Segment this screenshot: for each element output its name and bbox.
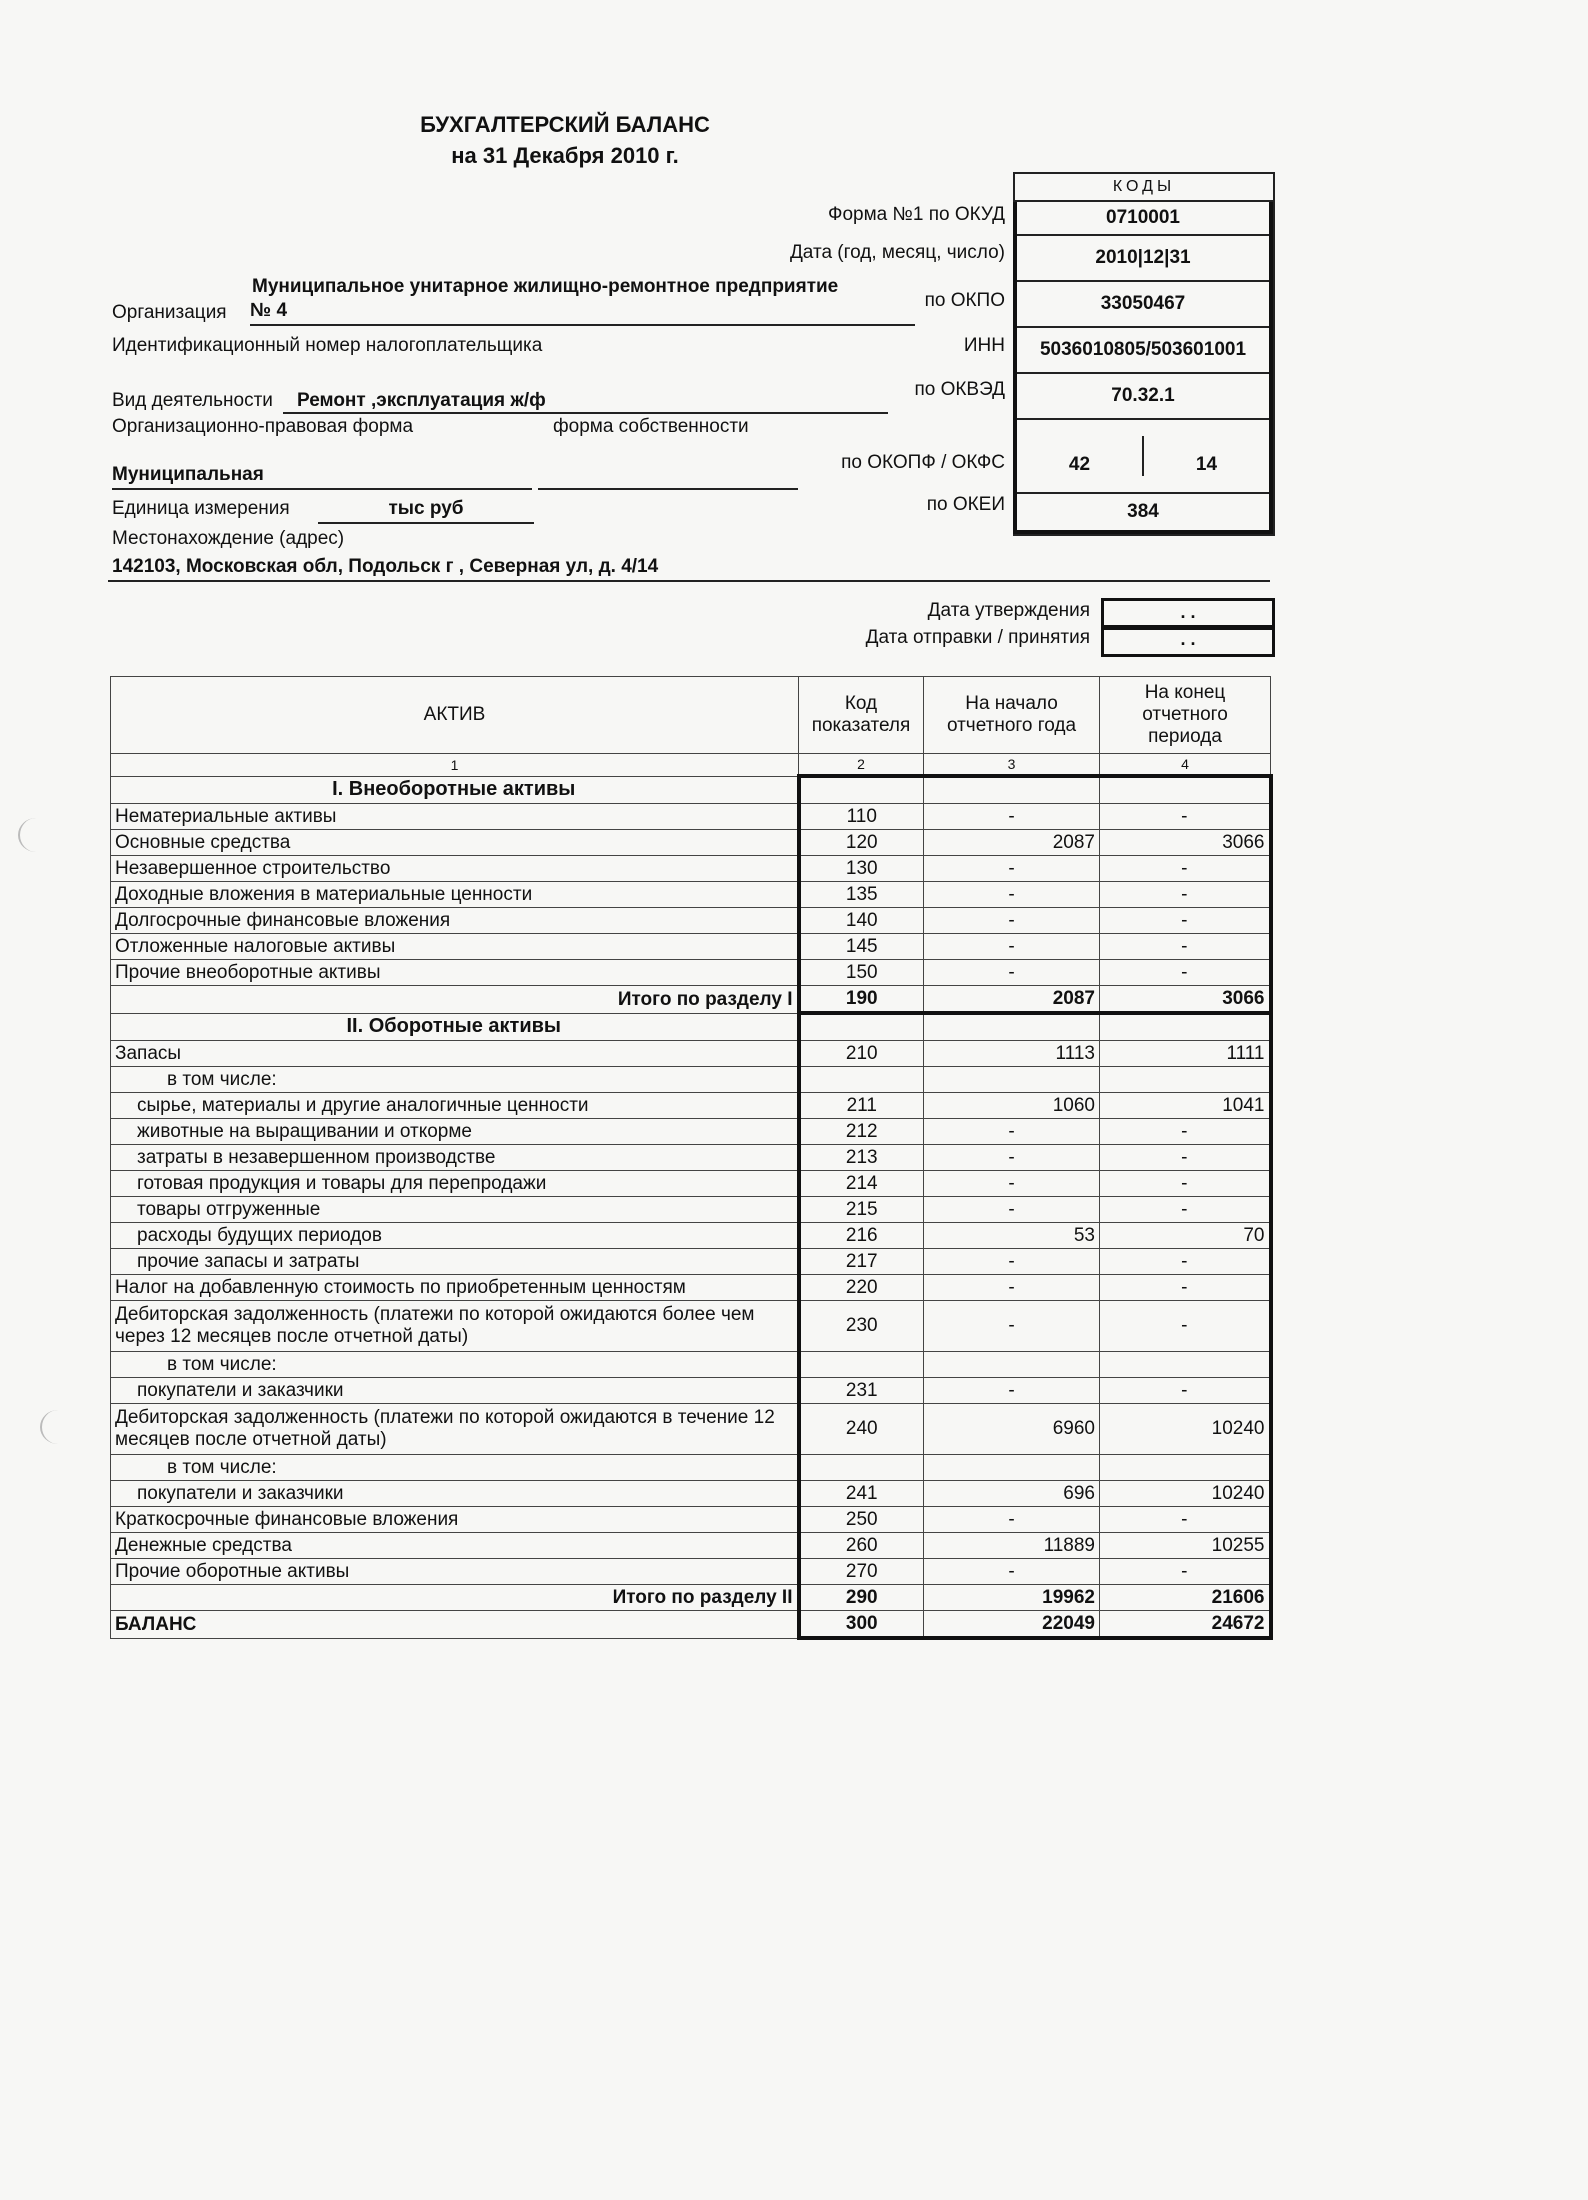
column-numbers-row xyxy=(111,754,1271,777)
table-row xyxy=(111,908,1271,934)
table-cell: - xyxy=(924,856,1100,882)
table-cell: товары отгруженные xyxy=(111,1197,799,1223)
section-title: II. Оборотные активы xyxy=(111,1013,799,1041)
subtotal-row xyxy=(111,986,1271,1014)
balance-total-row xyxy=(111,1611,1271,1639)
table-cell: покупатели и заказчики xyxy=(111,1378,799,1404)
col-number: 1 xyxy=(111,754,799,777)
table-cell: 10240 xyxy=(1100,1481,1271,1507)
table-cell xyxy=(799,1013,924,1041)
ownership-value-line xyxy=(538,464,798,490)
table-cell: 10255 xyxy=(1100,1533,1271,1559)
okfs-value: 14 xyxy=(1195,454,1218,475)
table-cell: 220 xyxy=(799,1275,924,1301)
table-cell: - xyxy=(924,1249,1100,1275)
table-cell: в том числе: xyxy=(111,1067,799,1093)
table-cell xyxy=(799,1352,924,1378)
table-cell xyxy=(924,1352,1100,1378)
table-row xyxy=(111,1093,1271,1119)
table-cell: БАЛАНС xyxy=(111,1611,799,1639)
table-cell: 1111 xyxy=(1100,1041,1271,1067)
document-title: БУХГАЛТЕРСКИЙ БАЛАНС xyxy=(420,112,710,137)
punch-hole xyxy=(40,1410,76,1444)
table-row xyxy=(111,882,1271,908)
table-row xyxy=(111,1249,1271,1275)
table-row xyxy=(111,1559,1271,1585)
table-cell xyxy=(1100,1455,1271,1481)
table-row xyxy=(111,1455,1271,1481)
date-label: Дата (год, месяц, число) xyxy=(789,242,1005,263)
table-cell: покупатели и заказчики xyxy=(111,1481,799,1507)
ownership-label: форма собственности xyxy=(553,416,749,437)
taxpayer-id-label: Идентификационный номер налогоплательщика xyxy=(112,335,543,356)
table-row xyxy=(111,1275,1271,1301)
table-cell: 2087 xyxy=(924,830,1100,856)
col-header-code: Код показателя xyxy=(799,677,924,754)
table-row xyxy=(111,1145,1271,1171)
sent-date-value: . . xyxy=(1101,625,1275,657)
table-cell: 11889 xyxy=(924,1533,1100,1559)
address-divider xyxy=(108,580,1270,582)
codes-box xyxy=(1013,172,1275,536)
table-cell: - xyxy=(924,1378,1100,1404)
table-cell: 215 xyxy=(799,1197,924,1223)
col-header-end: На конец отчетного периода xyxy=(1100,677,1271,754)
table-cell: 290 xyxy=(799,1585,924,1611)
table-cell: Нематериальные активы xyxy=(111,804,799,830)
legal-form-value: Муниципальная xyxy=(112,464,532,490)
table-cell: Дебиторская задолженность (платежи по которой ожидаются более чем через 12 месяцев после отчетной даты) xyxy=(111,1301,799,1352)
table-cell: 216 xyxy=(799,1223,924,1249)
col-number: 3 xyxy=(924,754,1100,777)
table-cell xyxy=(799,776,924,804)
table-cell: 300 xyxy=(799,1611,924,1639)
table-cell: 240 xyxy=(799,1404,924,1455)
table-cell: - xyxy=(1100,1559,1271,1585)
table-cell: 230 xyxy=(799,1301,924,1352)
table-cell: 10240 xyxy=(1100,1404,1271,1455)
table-cell: - xyxy=(924,804,1100,830)
org-name-line2: № 4 xyxy=(250,300,915,326)
table-row xyxy=(111,1197,1271,1223)
balance-table xyxy=(110,676,1273,1640)
table-row xyxy=(111,1507,1271,1533)
table-cell: 140 xyxy=(799,908,924,934)
table-cell xyxy=(799,1067,924,1093)
address-value: 142103, Московская обл, Подольск г , Северная ул, д. 4/14 xyxy=(112,556,659,577)
table-cell xyxy=(1100,1013,1271,1041)
table-cell: 110 xyxy=(799,804,924,830)
table-cell: 135 xyxy=(799,882,924,908)
table-row xyxy=(111,830,1271,856)
table-cell: Доходные вложения в материальные ценности xyxy=(111,882,799,908)
table-header-row xyxy=(111,677,1271,754)
table-cell: - xyxy=(1100,804,1271,830)
table-cell: - xyxy=(924,1197,1100,1223)
table-row xyxy=(111,934,1271,960)
activity-label: Вид деятельности xyxy=(112,390,273,411)
table-cell: - xyxy=(1100,882,1271,908)
okpo-value: 33050467 xyxy=(1017,282,1269,328)
table-cell: - xyxy=(1100,1145,1271,1171)
table-cell: Долгосрочные финансовые вложения xyxy=(111,908,799,934)
table-cell: животные на выращивании и откорме xyxy=(111,1119,799,1145)
table-cell: - xyxy=(1100,934,1271,960)
unit-label: Единица измерения xyxy=(112,498,290,519)
table-row xyxy=(111,960,1271,986)
table-cell: 241 xyxy=(799,1481,924,1507)
table-row xyxy=(111,1223,1271,1249)
table-row xyxy=(111,1041,1271,1067)
table-cell: - xyxy=(1100,1197,1271,1223)
table-cell: Основные средства xyxy=(111,830,799,856)
approval-date-value: . . xyxy=(1101,598,1275,630)
table-cell: Краткосрочные финансовые вложения xyxy=(111,1507,799,1533)
table-cell: Запасы xyxy=(111,1041,799,1067)
address-label: Местонахождение (адрес) xyxy=(112,528,345,549)
table-cell: Незавершенное строительство xyxy=(111,856,799,882)
table-row xyxy=(111,856,1271,882)
table-cell: Прочие внеоборотные активы xyxy=(111,960,799,986)
table-cell: 190 xyxy=(799,986,924,1014)
table-cell: 214 xyxy=(799,1171,924,1197)
table-cell: 53 xyxy=(924,1223,1100,1249)
table-cell: 260 xyxy=(799,1533,924,1559)
table-cell: 1060 xyxy=(924,1093,1100,1119)
table-cell: 21606 xyxy=(1100,1585,1271,1611)
table-cell: - xyxy=(1100,1301,1271,1352)
okei-value: 384 xyxy=(1127,501,1159,522)
table-row xyxy=(111,1352,1271,1378)
subtotal-row xyxy=(111,1585,1271,1611)
table-cell xyxy=(1100,1067,1271,1093)
inn-code-label: ИНН xyxy=(963,335,1005,356)
table-cell: сырье, материалы и другие аналогичные ценности xyxy=(111,1093,799,1119)
inn-value: 5036010805/503601001 xyxy=(1017,328,1269,374)
table-row xyxy=(111,1378,1271,1404)
table-cell: готовая продукция и товары для перепродажи xyxy=(111,1171,799,1197)
table-cell: - xyxy=(924,1275,1100,1301)
table-cell: 19962 xyxy=(924,1585,1100,1611)
approval-date-label: Дата утверждения xyxy=(927,600,1090,621)
table-row xyxy=(111,1119,1271,1145)
table-cell: - xyxy=(1100,960,1271,986)
table-cell: - xyxy=(1100,1119,1271,1145)
table-cell: - xyxy=(924,1145,1100,1171)
okved-value: 70.32.1 xyxy=(1017,374,1269,420)
section-row xyxy=(111,1013,1271,1041)
table-cell: 150 xyxy=(799,960,924,986)
table-row xyxy=(111,1481,1271,1507)
table-cell xyxy=(924,1067,1100,1093)
table-row xyxy=(111,804,1271,830)
okpo-label: по ОКПО xyxy=(924,290,1005,311)
table-cell: - xyxy=(1100,1275,1271,1301)
okopf-okfs-cell xyxy=(1017,420,1269,494)
table-cell: 696 xyxy=(924,1481,1100,1507)
table-cell: Итого по разделу II xyxy=(111,1585,799,1611)
okei-label: по ОКЕИ xyxy=(926,494,1005,515)
table-cell: Денежные средства xyxy=(111,1533,799,1559)
table-cell: - xyxy=(924,1507,1100,1533)
table-cell: 3066 xyxy=(1100,830,1271,856)
table-cell xyxy=(799,1455,924,1481)
table-cell: 70 xyxy=(1100,1223,1271,1249)
okud-value: 0710001 xyxy=(1017,202,1269,236)
table-cell: 270 xyxy=(799,1559,924,1585)
col-header-start: На начало отчетного года xyxy=(924,677,1100,754)
okopf-value: 42 xyxy=(1017,436,1144,476)
col-number: 4 xyxy=(1100,754,1271,777)
table-cell: - xyxy=(924,1559,1100,1585)
table-cell xyxy=(1100,1352,1271,1378)
table-cell: в том числе: xyxy=(111,1352,799,1378)
table-cell: - xyxy=(924,1171,1100,1197)
table-cell: Отложенные налоговые активы xyxy=(111,934,799,960)
section-row xyxy=(111,776,1271,804)
table-cell: 212 xyxy=(799,1119,924,1145)
table-cell: Прочие оборотные активы xyxy=(111,1559,799,1585)
table-cell: 217 xyxy=(799,1249,924,1275)
table-cell: - xyxy=(1100,1249,1271,1275)
table-cell: 1041 xyxy=(1100,1093,1271,1119)
table-cell: 6960 xyxy=(924,1404,1100,1455)
table-cell: 145 xyxy=(799,934,924,960)
table-cell: затраты в незавершенном производстве xyxy=(111,1145,799,1171)
table-row xyxy=(111,1067,1271,1093)
table-row xyxy=(111,1171,1271,1197)
table-row xyxy=(111,1301,1271,1352)
table-cell: - xyxy=(924,960,1100,986)
section-title: I. Внеоборотные активы xyxy=(111,776,799,804)
table-cell: Дебиторская задолженность (платежи по которой ожидаются в течение 12 месяцев после отчетной даты) xyxy=(111,1404,799,1455)
table-cell: 231 xyxy=(799,1378,924,1404)
col-header-asset: АКТИВ xyxy=(111,677,799,754)
table-cell: 2087 xyxy=(924,986,1100,1014)
table-cell: 22049 xyxy=(924,1611,1100,1639)
table-row xyxy=(111,1533,1271,1559)
table-cell: 210 xyxy=(799,1041,924,1067)
table-cell: расходы будущих периодов xyxy=(111,1223,799,1249)
punch-hole xyxy=(18,818,54,852)
table-cell: - xyxy=(1100,1507,1271,1533)
legal-form-label: Организационно-правовая форма xyxy=(112,416,414,437)
unit-value: тыс руб xyxy=(318,498,534,524)
table-cell: 1113 xyxy=(924,1041,1100,1067)
okved-label: по ОКВЭД xyxy=(914,379,1005,400)
date-value: 2010|12|31 xyxy=(1017,236,1269,282)
table-cell: 213 xyxy=(799,1145,924,1171)
table-cell: 3066 xyxy=(1100,986,1271,1014)
okopf-label: по ОКОПФ / ОКФС xyxy=(841,452,1005,473)
table-cell: - xyxy=(1100,908,1271,934)
table-cell xyxy=(924,1013,1100,1041)
table-cell xyxy=(924,776,1100,804)
org-name-line1: Муниципальное унитарное жилищно-ремонтное предприятие xyxy=(252,276,839,297)
table-cell: - xyxy=(924,908,1100,934)
table-cell xyxy=(1100,776,1271,804)
table-cell: - xyxy=(1100,856,1271,882)
table-cell: 120 xyxy=(799,830,924,856)
table-cell: Итого по разделу I xyxy=(111,986,799,1014)
org-label: Организация xyxy=(112,302,227,323)
table-cell: 211 xyxy=(799,1093,924,1119)
table-cell: - xyxy=(1100,1171,1271,1197)
table-cell: - xyxy=(924,934,1100,960)
sent-date-label: Дата отправки / принятия xyxy=(865,627,1090,648)
table-row xyxy=(111,1404,1271,1455)
document-subtitle: на 31 Декабря 2010 г. xyxy=(451,143,679,168)
table-cell: 24672 xyxy=(1100,1611,1271,1639)
codes-header: КОДЫ xyxy=(1015,174,1273,202)
table-cell: - xyxy=(924,1119,1100,1145)
table-cell: - xyxy=(924,882,1100,908)
okud-label: Форма №1 по ОКУД xyxy=(828,204,1005,225)
col-number: 2 xyxy=(799,754,924,777)
table-cell: прочие запасы и затраты xyxy=(111,1249,799,1275)
table-cell: в том числе: xyxy=(111,1455,799,1481)
activity-value: Ремонт ,эксплуатация ж/ф xyxy=(283,390,888,414)
table-cell: 250 xyxy=(799,1507,924,1533)
table-cell: 130 xyxy=(799,856,924,882)
table-cell: - xyxy=(924,1301,1100,1352)
table-cell: Налог на добавленную стоимость по приобретенным ценностям xyxy=(111,1275,799,1301)
table-cell xyxy=(924,1455,1100,1481)
table-cell: - xyxy=(1100,1378,1271,1404)
